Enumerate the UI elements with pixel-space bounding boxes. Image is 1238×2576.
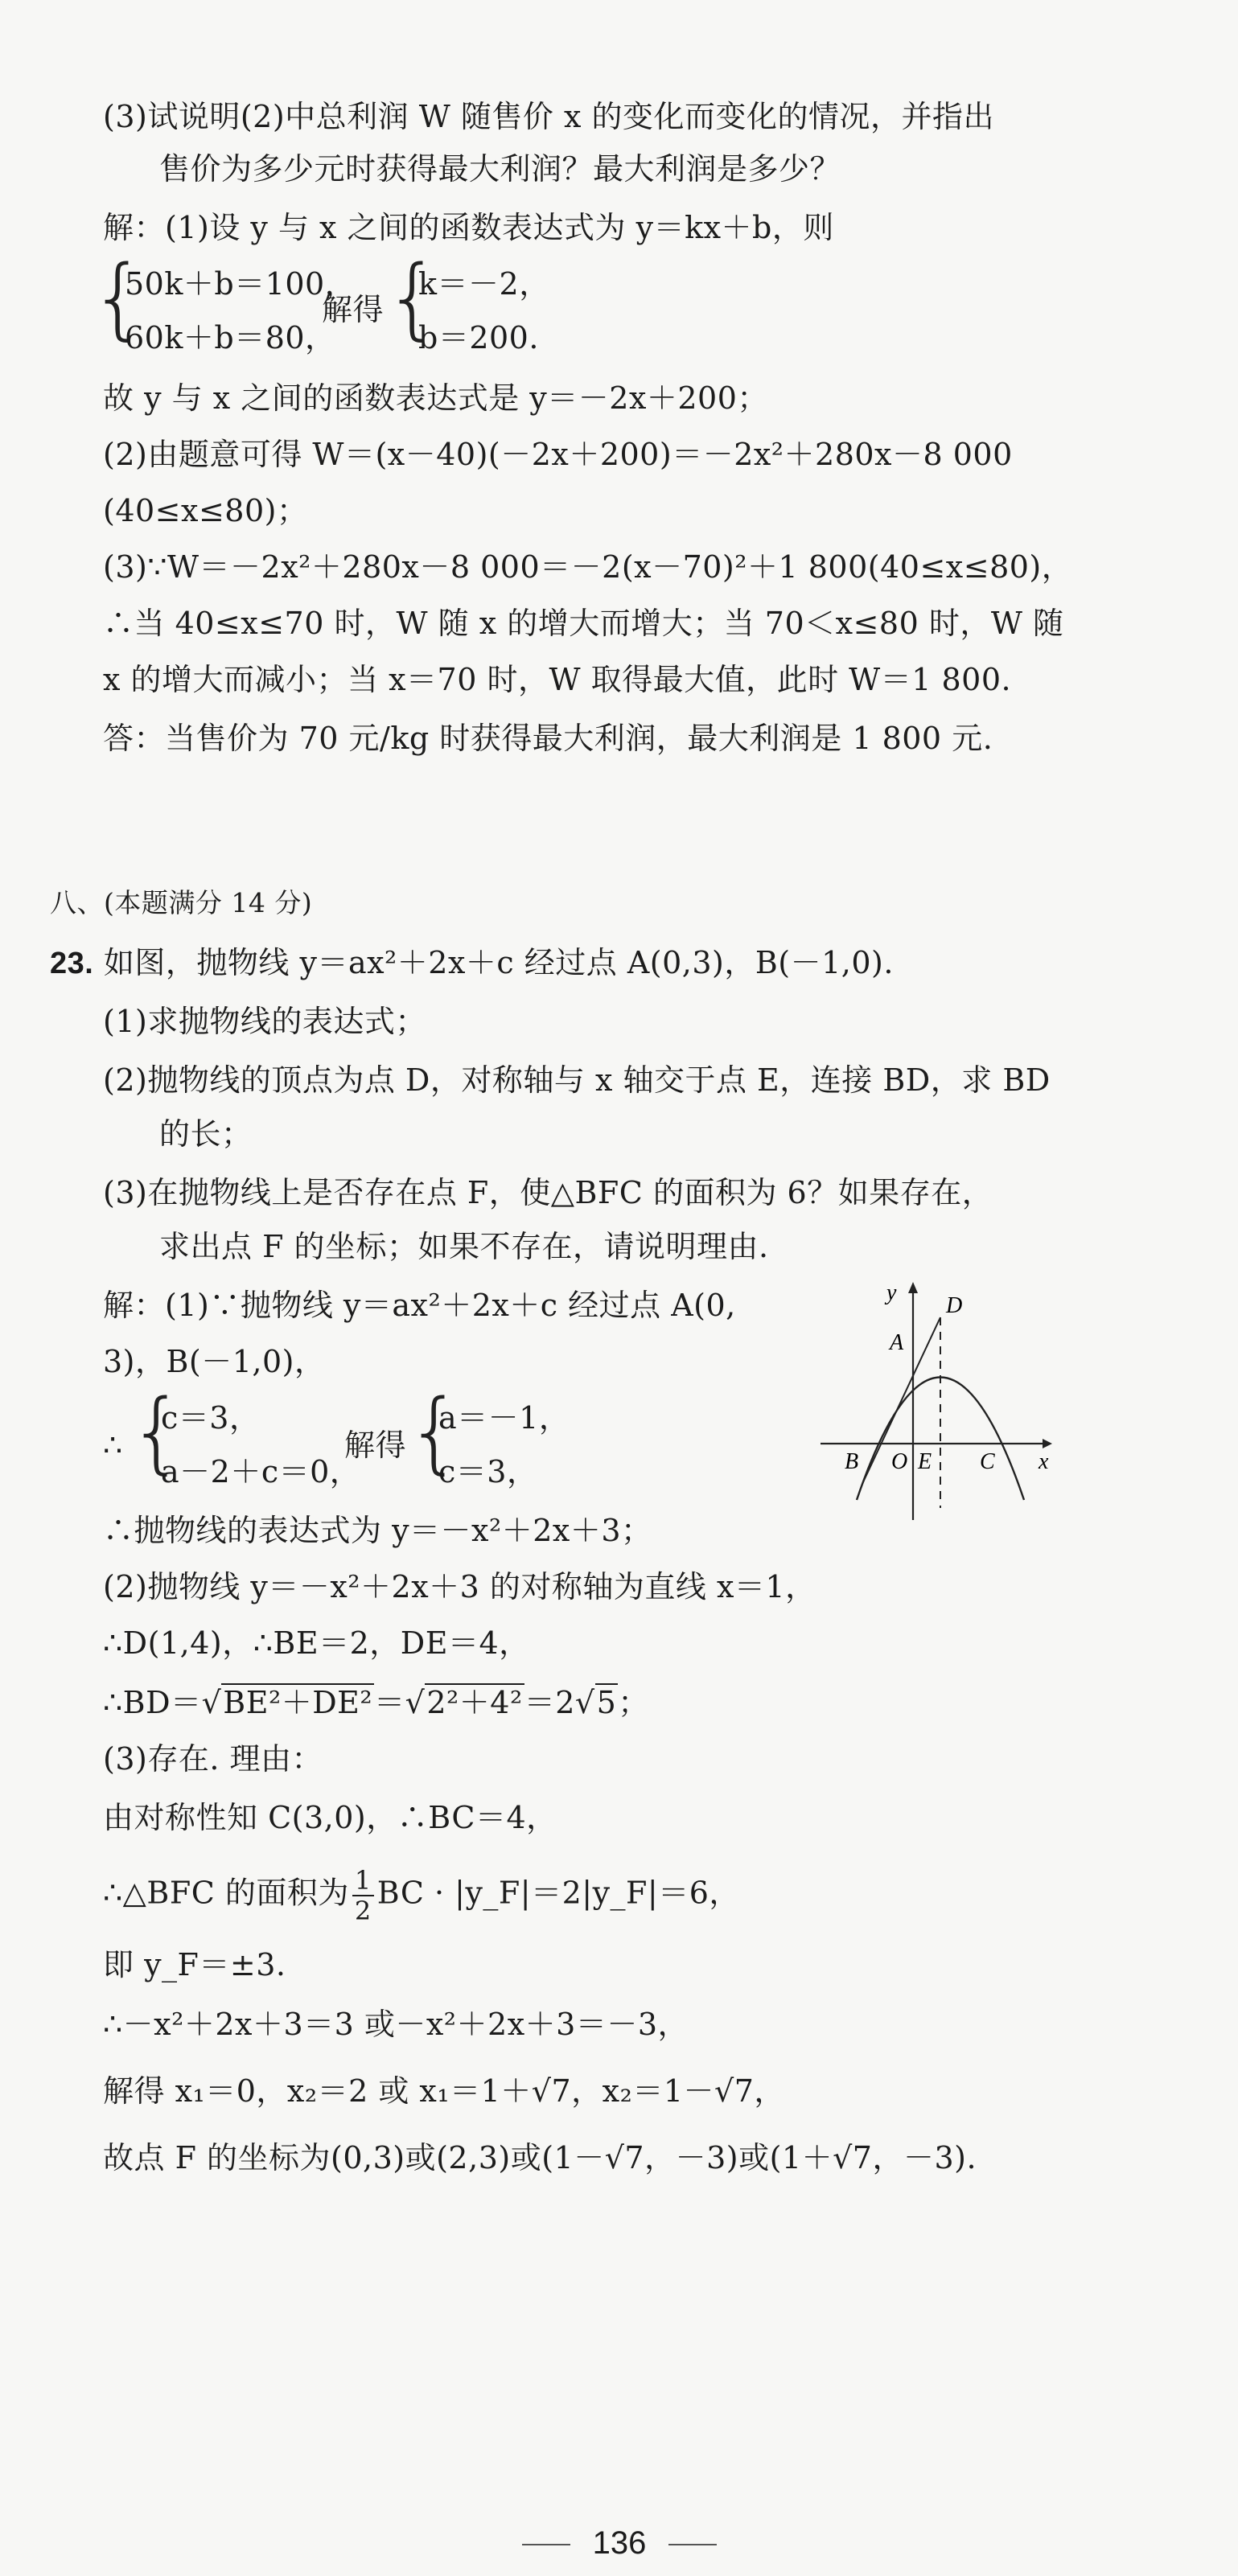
sol22-system1-eq1: 50k＋b＝100， bbox=[125, 266, 356, 302]
sol22-solve-word: 解得 bbox=[322, 292, 385, 327]
sol23-systemB-eq2: c＝3， bbox=[438, 1454, 538, 1489]
half-fraction bbox=[352, 1866, 374, 1925]
area-expression: BC · |y_F|＝2|y_F|＝6， bbox=[376, 1875, 740, 1911]
label-e: E bbox=[918, 1449, 932, 1474]
parabola-figure bbox=[812, 1271, 1062, 1528]
label-o: O bbox=[891, 1449, 908, 1474]
equals-two: ＝2 bbox=[524, 1685, 575, 1720]
sol23-brace-left: { bbox=[129, 1380, 185, 1483]
q23-part2-line2: 的长； bbox=[159, 1116, 253, 1152]
label-a: A bbox=[890, 1330, 904, 1355]
sol22-line7: (3)∵W＝－2x²＋280x－8 000＝－2(x－70)²＋1 800(40≤x≤80)， bbox=[103, 549, 1073, 585]
sol23-line2: 3)，B(－1,0)， bbox=[103, 1344, 326, 1379]
sol23-line5: ∴抛物线的表达式为 y＝－x²＋2x＋3； bbox=[103, 1513, 652, 1548]
radicand-1: BE²＋DE² bbox=[223, 1685, 373, 1720]
system-brace-right: { bbox=[385, 246, 441, 349]
sol23-brace-right: { bbox=[406, 1380, 463, 1483]
bd-prefix: ∴BD＝ bbox=[103, 1685, 202, 1720]
sol23-line8 bbox=[103, 1682, 649, 1723]
sol23-line13: ∴－x²＋2x＋3＝3 或－x²＋2x＋3＝－3， bbox=[103, 2007, 689, 2042]
sol23-line12: 即 y_F＝±3. bbox=[103, 1947, 286, 1982]
q22-part3-line2: 售价为多少元时获得最大利润？最大利润是多少？ bbox=[159, 151, 841, 187]
sol23-line14: 解得 x₁＝0，x₂＝2 或 x₁＝1＋√7，x₂＝1－√7， bbox=[103, 2073, 785, 2109]
sol22-answer: 答：当售价为 70 元/kg 时获得最大利润，最大利润是 1 800 元. bbox=[103, 721, 993, 756]
page-number-dash-left bbox=[522, 2544, 570, 2545]
sol22-line4: 故 y 与 x 之间的函数表达式是 y＝－2x＋200； bbox=[103, 380, 768, 416]
area-prefix: ∴△BFC 的面积为 bbox=[103, 1875, 349, 1911]
sol22-line5: (2)由题意可得 W＝(x－40)(－2x＋200)＝－2x²＋280x－8 000 bbox=[103, 437, 1013, 472]
label-x: x bbox=[1039, 1449, 1049, 1474]
therefore-symbol: ∴ bbox=[103, 1428, 123, 1463]
sol22-line6: (40≤x≤80)； bbox=[103, 493, 308, 528]
sol22-line1: 解：(1)设 y 与 x 之间的函数表达式为 y＝kx＋b，则 bbox=[103, 210, 834, 245]
sol23-systemA-eq2: a－2＋c＝0， bbox=[161, 1454, 361, 1489]
semicolon: ； bbox=[618, 1685, 649, 1720]
fraction-denominator: 2 bbox=[354, 1896, 372, 1926]
label-y: y bbox=[886, 1280, 897, 1305]
sol23-systemB-eq1: a＝－1， bbox=[438, 1400, 570, 1436]
sol23-line11 bbox=[103, 1866, 740, 1925]
equals-sign: ＝ bbox=[374, 1685, 405, 1720]
q23-part2-line1: (2)抛物线的顶点为点 D，对称轴与 x 轴交于点 E，连接 BD，求 BD bbox=[103, 1062, 1051, 1098]
sol22-line9: x 的增大而减小；当 x＝70 时，W 取得最大值，此时 W＝1 800. bbox=[103, 662, 1012, 697]
sol22-system2-eq2: b＝200. bbox=[418, 320, 539, 355]
page-number-text: 136 bbox=[592, 2525, 647, 2561]
sol23-line15: 故点 F 的坐标为(0,3)或(2,3)或(1－√7，－3)或(1＋√7，－3). bbox=[103, 2140, 977, 2175]
q23-part3-line2: 求出点 F 的坐标；如果不存在，请说明理由. bbox=[159, 1229, 769, 1264]
sol23-line6: (2)抛物线 y＝－x²＋2x＋3 的对称轴为直线 x＝1， bbox=[103, 1569, 816, 1604]
section-8-title: 八、(本题满分 14 分) bbox=[50, 887, 313, 918]
y-axis bbox=[908, 1282, 918, 1520]
q23-stem: 如图，抛物线 y＝ax²＋2x＋c 经过点 A(0,3)，B(－1,0). bbox=[103, 945, 894, 980]
fraction-numerator: 1 bbox=[352, 1866, 374, 1896]
q23-stem-line bbox=[50, 943, 894, 984]
sqrt-sign: √ bbox=[405, 1685, 426, 1720]
q23-part1: (1)求抛物线的表达式； bbox=[103, 1004, 426, 1039]
sol23-systemA-eq1: c＝3， bbox=[161, 1400, 261, 1436]
radicand-2: 2²＋4² bbox=[426, 1685, 523, 1720]
x-axis bbox=[821, 1439, 1052, 1448]
label-d: D bbox=[946, 1293, 963, 1318]
radicand-3: 5 bbox=[596, 1685, 617, 1720]
sol22-system1-eq2: 60k＋b＝80， bbox=[125, 320, 336, 355]
sqrt-sign: √ bbox=[201, 1685, 222, 1720]
sol23-line7: ∴D(1,4)，∴BE＝2，DE＝4， bbox=[103, 1625, 530, 1661]
system-brace-left: { bbox=[90, 246, 146, 349]
sol22-line8: ∴当 40≤x≤70 时，W 随 x 的增大而增大；当 70＜x≤80 时，W 随 bbox=[103, 606, 1064, 641]
sol22-system2-eq1: k＝－2， bbox=[418, 266, 550, 302]
sol23-line10: 由对称性知 C(3,0)，∴BC＝4， bbox=[103, 1800, 557, 1835]
page-number bbox=[467, 2525, 772, 2562]
sol23-line1: 解：(1)∵抛物线 y＝ax²＋2x＋c 经过点 A(0, bbox=[103, 1288, 736, 1323]
q23-number: 23. bbox=[50, 947, 94, 980]
sqrt-sign: √ bbox=[574, 1685, 595, 1720]
q22-part3-line1: (3)试说明(2)中总利润 W 随售价 x 的变化而变化的情况，并指出 bbox=[103, 99, 994, 134]
label-c: C bbox=[980, 1449, 995, 1474]
label-b: B bbox=[845, 1449, 859, 1474]
page-number-dash-right bbox=[668, 2544, 717, 2545]
sol23-line9: (3)存在. 理由： bbox=[103, 1741, 323, 1777]
q23-part3-line1: (3)在抛物线上是否存在点 F，使△BFC 的面积为 6？如果存在， bbox=[103, 1175, 993, 1210]
sol23-solve-word: 解得 bbox=[344, 1428, 407, 1463]
